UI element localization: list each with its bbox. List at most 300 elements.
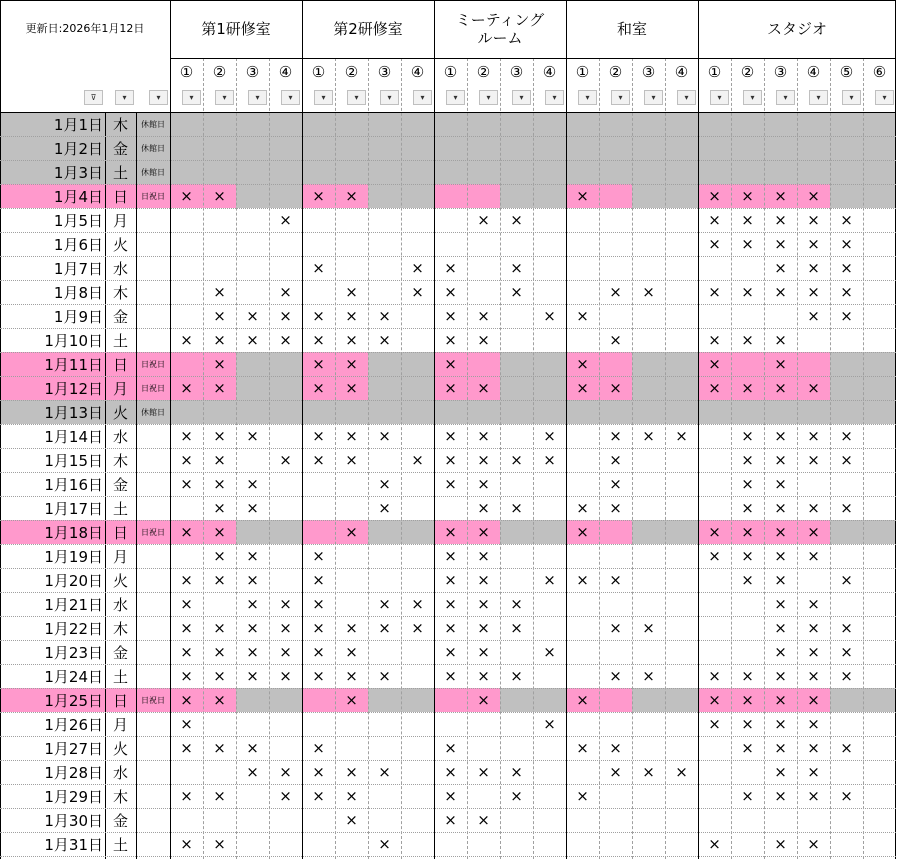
booked-mark: ×	[180, 571, 193, 589]
booked-mark: ×	[708, 355, 721, 373]
booked-mark: ×	[312, 739, 325, 757]
booked-mark: ×	[708, 715, 721, 733]
booked-mark: ×	[477, 475, 490, 493]
row-weekday: 土	[112, 163, 128, 182]
filter-sort-icon[interactable]: ⊽	[84, 90, 103, 105]
booked-mark: ×	[444, 523, 457, 541]
booked-mark: ×	[444, 547, 457, 565]
dropdown-arrow-icon[interactable]: ▾	[479, 90, 498, 105]
booked-mark: ×	[444, 475, 457, 493]
booked-mark: ×	[609, 763, 622, 781]
grid-line-vertical	[599, 58, 600, 859]
booked-mark: ×	[774, 643, 787, 661]
booked-mark: ×	[180, 379, 193, 397]
grid-line-vertical	[434, 0, 435, 859]
row-date: 1月7日	[53, 259, 103, 278]
grid-line-horizontal	[0, 352, 896, 353]
booked-mark: ×	[840, 643, 853, 661]
booked-mark: ×	[312, 187, 325, 205]
row-note	[136, 472, 170, 496]
row-weekday: 水	[112, 595, 128, 614]
column-number: ③	[509, 63, 524, 81]
dropdown-arrow-icon[interactable]: ▾	[446, 90, 465, 105]
booked-mark: ×	[246, 571, 259, 589]
booked-mark: ×	[477, 763, 490, 781]
row-weekday: 金	[112, 811, 128, 830]
booked-mark: ×	[576, 379, 589, 397]
grid-line-horizontal	[0, 448, 896, 449]
booked-mark: ×	[741, 187, 754, 205]
column-number: ①	[311, 63, 326, 81]
dropdown-arrow-icon[interactable]: ▾	[677, 90, 696, 105]
booked-mark: ×	[510, 451, 523, 469]
row-weekday: 金	[112, 139, 128, 158]
booked-mark: ×	[477, 571, 490, 589]
grid-line-horizontal	[0, 640, 896, 641]
grid-line-vertical	[830, 58, 831, 859]
booked-mark: ×	[807, 619, 820, 637]
row-weekday: 水	[112, 763, 128, 782]
row-note: 休館日	[141, 143, 165, 153]
booked-mark: ×	[312, 667, 325, 685]
grid-line-horizontal	[0, 232, 896, 233]
booked-mark: ×	[345, 619, 358, 637]
booked-mark: ×	[477, 547, 490, 565]
booked-mark: ×	[213, 451, 226, 469]
dropdown-arrow-icon[interactable]: ▾	[380, 90, 399, 105]
booked-mark: ×	[411, 451, 424, 469]
booked-mark: ×	[510, 787, 523, 805]
row-date: 1月5日	[53, 211, 103, 230]
booked-mark: ×	[312, 547, 325, 565]
room-name: ミーティング ルーム	[455, 11, 545, 47]
dropdown-arrow-icon[interactable]: ▾	[182, 90, 201, 105]
row-note: 休館日	[141, 407, 165, 417]
row-note	[136, 808, 170, 832]
grid-line-vertical	[533, 58, 534, 859]
column-number: ④	[542, 63, 557, 81]
row-weekday: 土	[112, 331, 128, 350]
grid-line-horizontal	[0, 808, 896, 809]
booked-mark: ×	[477, 499, 490, 517]
column-number: ①	[707, 63, 722, 81]
row-date: 1月26日	[44, 715, 103, 734]
booked-mark: ×	[774, 571, 787, 589]
booked-mark: ×	[378, 595, 391, 613]
booked-mark: ×	[510, 595, 523, 613]
booked-mark: ×	[378, 667, 391, 685]
booked-mark: ×	[642, 667, 655, 685]
grid-line-vertical	[236, 58, 237, 859]
booked-mark: ×	[444, 283, 457, 301]
booked-mark: ×	[213, 619, 226, 637]
booked-mark: ×	[279, 643, 292, 661]
booked-mark: ×	[246, 739, 259, 757]
column-number: ②	[344, 63, 359, 81]
booked-mark: ×	[246, 643, 259, 661]
booked-mark: ×	[840, 307, 853, 325]
booked-mark: ×	[345, 427, 358, 445]
row-date: 1月27日	[44, 739, 103, 758]
room-name: スタジオ	[766, 20, 827, 38]
booked-mark: ×	[213, 355, 226, 373]
booked-mark: ×	[807, 667, 820, 685]
booked-mark: ×	[246, 547, 259, 565]
grid-line-vertical	[269, 58, 270, 859]
booked-mark: ×	[477, 211, 490, 229]
row-note	[136, 568, 170, 592]
booked-mark: ×	[180, 619, 193, 637]
booked-mark: ×	[444, 667, 457, 685]
booked-mark: ×	[576, 499, 589, 517]
grid-line-horizontal	[0, 784, 896, 785]
row-weekday: 日	[112, 187, 128, 206]
grid-line-horizontal	[170, 58, 896, 59]
booked-mark: ×	[411, 259, 424, 277]
booked-mark: ×	[741, 691, 754, 709]
column-number: ①	[179, 63, 194, 81]
booked-mark: ×	[807, 787, 820, 805]
row-note	[136, 712, 170, 736]
grid-line-vertical	[895, 0, 896, 859]
row-weekday: 木	[112, 787, 128, 806]
booked-mark: ×	[213, 499, 226, 517]
dropdown-arrow-icon[interactable]: ▾	[281, 90, 300, 105]
booked-mark: ×	[840, 667, 853, 685]
booked-mark: ×	[378, 619, 391, 637]
booked-mark: ×	[741, 715, 754, 733]
grid-line-vertical	[566, 0, 567, 859]
booked-mark: ×	[840, 499, 853, 517]
booked-mark: ×	[345, 811, 358, 829]
grid-line-vertical	[105, 112, 106, 859]
booked-mark: ×	[807, 691, 820, 709]
row-weekday: 水	[112, 259, 128, 278]
booked-mark: ×	[345, 763, 358, 781]
booked-mark: ×	[576, 187, 589, 205]
booked-mark: ×	[609, 475, 622, 493]
booked-mark: ×	[180, 331, 193, 349]
booked-mark: ×	[444, 355, 457, 373]
dropdown-arrow-icon[interactable]: ▾	[248, 90, 267, 105]
booked-mark: ×	[840, 427, 853, 445]
dropdown-arrow-icon[interactable]: ▾	[215, 90, 234, 105]
booked-mark: ×	[840, 211, 853, 229]
booked-mark: ×	[213, 643, 226, 661]
booked-mark: ×	[774, 499, 787, 517]
grid-line-horizontal	[0, 112, 896, 113]
booked-mark: ×	[774, 283, 787, 301]
grid-line-horizontal	[0, 136, 896, 137]
grid-line-vertical	[731, 58, 732, 859]
room-name: 和室	[616, 20, 647, 38]
row-date: 1月12日	[44, 379, 103, 398]
booked-mark: ×	[246, 619, 259, 637]
booked-mark: ×	[708, 187, 721, 205]
booked-mark: ×	[213, 307, 226, 325]
booked-mark: ×	[708, 331, 721, 349]
booked-mark: ×	[510, 667, 523, 685]
booked-mark: ×	[444, 595, 457, 613]
booked-mark: ×	[345, 379, 358, 397]
row-weekday: 木	[112, 451, 128, 470]
booked-mark: ×	[345, 523, 358, 541]
booked-mark: ×	[543, 307, 556, 325]
booked-mark: ×	[807, 763, 820, 781]
grid-line-horizontal	[0, 520, 896, 521]
dropdown-arrow-icon[interactable]: ▾	[842, 90, 861, 105]
column-number: ③	[377, 63, 392, 81]
row-weekday: 木	[112, 115, 128, 134]
booked-mark: ×	[345, 307, 358, 325]
booked-mark: ×	[675, 427, 688, 445]
dropdown-arrow-icon[interactable]: ▾	[413, 90, 432, 105]
grid-line-horizontal	[0, 760, 896, 761]
grid-line-horizontal	[0, 304, 896, 305]
booked-mark: ×	[807, 427, 820, 445]
booked-mark: ×	[279, 667, 292, 685]
dropdown-arrow-icon[interactable]: ▾	[314, 90, 333, 105]
column-number: ⑤	[839, 63, 854, 81]
booked-mark: ×	[807, 523, 820, 541]
booked-mark: ×	[312, 595, 325, 613]
booked-mark: ×	[708, 283, 721, 301]
row-note	[136, 424, 170, 448]
row-note	[136, 208, 170, 232]
booked-mark: ×	[774, 379, 787, 397]
booked-mark: ×	[807, 211, 820, 229]
booked-mark: ×	[774, 619, 787, 637]
grid-line-horizontal	[0, 592, 896, 593]
row-date: 1月21日	[44, 595, 103, 614]
booked-mark: ×	[807, 739, 820, 757]
grid-line-vertical	[203, 58, 204, 859]
booked-mark: ×	[708, 211, 721, 229]
booked-mark: ×	[774, 235, 787, 253]
booked-mark: ×	[246, 427, 259, 445]
grid-line-vertical	[401, 58, 402, 859]
booked-mark: ×	[279, 211, 292, 229]
row-weekday: 金	[112, 475, 128, 494]
booked-mark: ×	[807, 715, 820, 733]
row-weekday: 日	[112, 355, 128, 374]
column-number: ②	[476, 63, 491, 81]
row-date: 1月23日	[44, 643, 103, 662]
booked-mark: ×	[213, 571, 226, 589]
booked-mark: ×	[180, 451, 193, 469]
booked-mark: ×	[708, 691, 721, 709]
booked-mark: ×	[477, 619, 490, 637]
booked-mark: ×	[213, 379, 226, 397]
booked-mark: ×	[213, 547, 226, 565]
dropdown-arrow-icon[interactable]: ▾	[115, 90, 134, 105]
booked-mark: ×	[246, 595, 259, 613]
row-note: 日祝日	[141, 359, 165, 369]
booked-mark: ×	[741, 451, 754, 469]
booked-mark: ×	[576, 523, 589, 541]
booked-mark: ×	[510, 259, 523, 277]
booked-mark: ×	[477, 691, 490, 709]
booked-mark: ×	[477, 451, 490, 469]
booked-mark: ×	[609, 451, 622, 469]
row-note	[136, 232, 170, 256]
booked-mark: ×	[345, 643, 358, 661]
booked-mark: ×	[345, 787, 358, 805]
dropdown-arrow-icon[interactable]: ▾	[644, 90, 663, 105]
booked-mark: ×	[312, 379, 325, 397]
booked-mark: ×	[213, 691, 226, 709]
booked-mark: ×	[741, 427, 754, 445]
row-date: 1月20日	[44, 571, 103, 590]
row-date: 1月16日	[44, 475, 103, 494]
booked-mark: ×	[741, 331, 754, 349]
row-note	[136, 496, 170, 520]
row-note	[136, 544, 170, 568]
booked-mark: ×	[576, 571, 589, 589]
row-date: 1月14日	[44, 427, 103, 446]
booked-mark: ×	[774, 475, 787, 493]
booked-mark: ×	[180, 691, 193, 709]
row-date: 1月3日	[53, 163, 103, 182]
row-date: 1月31日	[44, 835, 103, 854]
booked-mark: ×	[543, 643, 556, 661]
row-weekday: 月	[112, 715, 128, 734]
row-weekday: 木	[112, 283, 128, 302]
booked-mark: ×	[807, 187, 820, 205]
booked-mark: ×	[840, 571, 853, 589]
dropdown-arrow-icon[interactable]: ▾	[875, 90, 894, 105]
dropdown-arrow-icon[interactable]: ▾	[149, 90, 168, 105]
booked-mark: ×	[345, 355, 358, 373]
booked-mark: ×	[708, 235, 721, 253]
booked-mark: ×	[774, 331, 787, 349]
row-weekday: 火	[112, 235, 128, 254]
booked-mark: ×	[444, 763, 457, 781]
booked-mark: ×	[642, 619, 655, 637]
booked-mark: ×	[312, 259, 325, 277]
booked-mark: ×	[840, 619, 853, 637]
booked-mark: ×	[774, 427, 787, 445]
dropdown-arrow-icon[interactable]: ▾	[578, 90, 597, 105]
row-date: 1月2日	[53, 139, 103, 158]
updated-date: 更新日:2026年1月12日	[25, 22, 145, 35]
grid-line-vertical	[0, 0, 1, 859]
booked-mark: ×	[279, 595, 292, 613]
grid-line-horizontal	[0, 256, 896, 257]
booked-mark: ×	[312, 427, 325, 445]
booked-mark: ×	[807, 547, 820, 565]
dropdown-arrow-icon[interactable]: ▾	[512, 90, 531, 105]
booked-mark: ×	[312, 451, 325, 469]
booked-mark: ×	[411, 595, 424, 613]
booked-mark: ×	[543, 571, 556, 589]
booked-mark: ×	[576, 307, 589, 325]
booked-mark: ×	[378, 499, 391, 517]
booked-mark: ×	[312, 787, 325, 805]
booked-mark: ×	[741, 571, 754, 589]
booked-mark: ×	[279, 451, 292, 469]
booked-mark: ×	[213, 427, 226, 445]
booked-mark: ×	[411, 619, 424, 637]
dropdown-arrow-icon[interactable]: ▾	[743, 90, 762, 105]
booked-mark: ×	[576, 787, 589, 805]
booked-mark: ×	[807, 499, 820, 517]
row-date: 1月30日	[44, 811, 103, 830]
row-date: 1月11日	[44, 355, 103, 374]
booked-mark: ×	[444, 787, 457, 805]
booked-mark: ×	[708, 523, 721, 541]
grid-line-vertical	[764, 58, 765, 859]
booked-mark: ×	[807, 379, 820, 397]
booked-mark: ×	[180, 667, 193, 685]
booked-mark: ×	[312, 619, 325, 637]
booked-mark: ×	[444, 571, 457, 589]
row-date: 1月25日	[44, 691, 103, 710]
booked-mark: ×	[543, 451, 556, 469]
booked-mark: ×	[807, 451, 820, 469]
booked-mark: ×	[708, 547, 721, 565]
row-note: 日祝日	[141, 191, 165, 201]
room-name: 第2研修室	[333, 20, 403, 38]
row-weekday: 月	[112, 379, 128, 398]
column-number: ④	[806, 63, 821, 81]
booked-mark: ×	[774, 667, 787, 685]
dropdown-arrow-icon[interactable]: ▾	[611, 90, 630, 105]
grid-line-vertical	[302, 0, 303, 859]
booked-mark: ×	[345, 331, 358, 349]
row-note	[136, 832, 170, 856]
grid-line-vertical	[467, 58, 468, 859]
grid-line-vertical	[170, 0, 171, 859]
booked-mark: ×	[774, 211, 787, 229]
row-note: 日祝日	[141, 527, 165, 537]
row-note	[136, 736, 170, 760]
booked-mark: ×	[444, 643, 457, 661]
booked-mark: ×	[213, 835, 226, 853]
row-date: 1月6日	[53, 235, 103, 254]
row-date: 1月18日	[44, 523, 103, 542]
booked-mark: ×	[576, 355, 589, 373]
booked-mark: ×	[807, 595, 820, 613]
booked-mark: ×	[774, 787, 787, 805]
grid-line-horizontal	[0, 664, 896, 665]
row-date: 1月29日	[44, 787, 103, 806]
dropdown-arrow-icon[interactable]: ▾	[776, 90, 795, 105]
row-weekday: 金	[112, 643, 128, 662]
booked-mark: ×	[840, 739, 853, 757]
booked-mark: ×	[180, 643, 193, 661]
grid-line-horizontal	[0, 208, 896, 209]
booked-mark: ×	[642, 427, 655, 445]
row-weekday: 日	[112, 523, 128, 542]
dropdown-arrow-icon[interactable]: ▾	[809, 90, 828, 105]
booked-mark: ×	[279, 307, 292, 325]
row-weekday: 火	[112, 739, 128, 758]
row-date: 1月10日	[44, 331, 103, 350]
booked-mark: ×	[741, 499, 754, 517]
booked-mark: ×	[279, 787, 292, 805]
booked-mark: ×	[609, 739, 622, 757]
booked-mark: ×	[213, 475, 226, 493]
dropdown-arrow-icon[interactable]: ▾	[710, 90, 729, 105]
grid-line-horizontal	[0, 184, 896, 185]
dropdown-arrow-icon[interactable]: ▾	[347, 90, 366, 105]
booked-mark: ×	[345, 691, 358, 709]
row-note	[136, 616, 170, 640]
grid-line-horizontal	[0, 616, 896, 617]
column-number: ④	[674, 63, 689, 81]
dropdown-arrow-icon[interactable]: ▾	[545, 90, 564, 105]
